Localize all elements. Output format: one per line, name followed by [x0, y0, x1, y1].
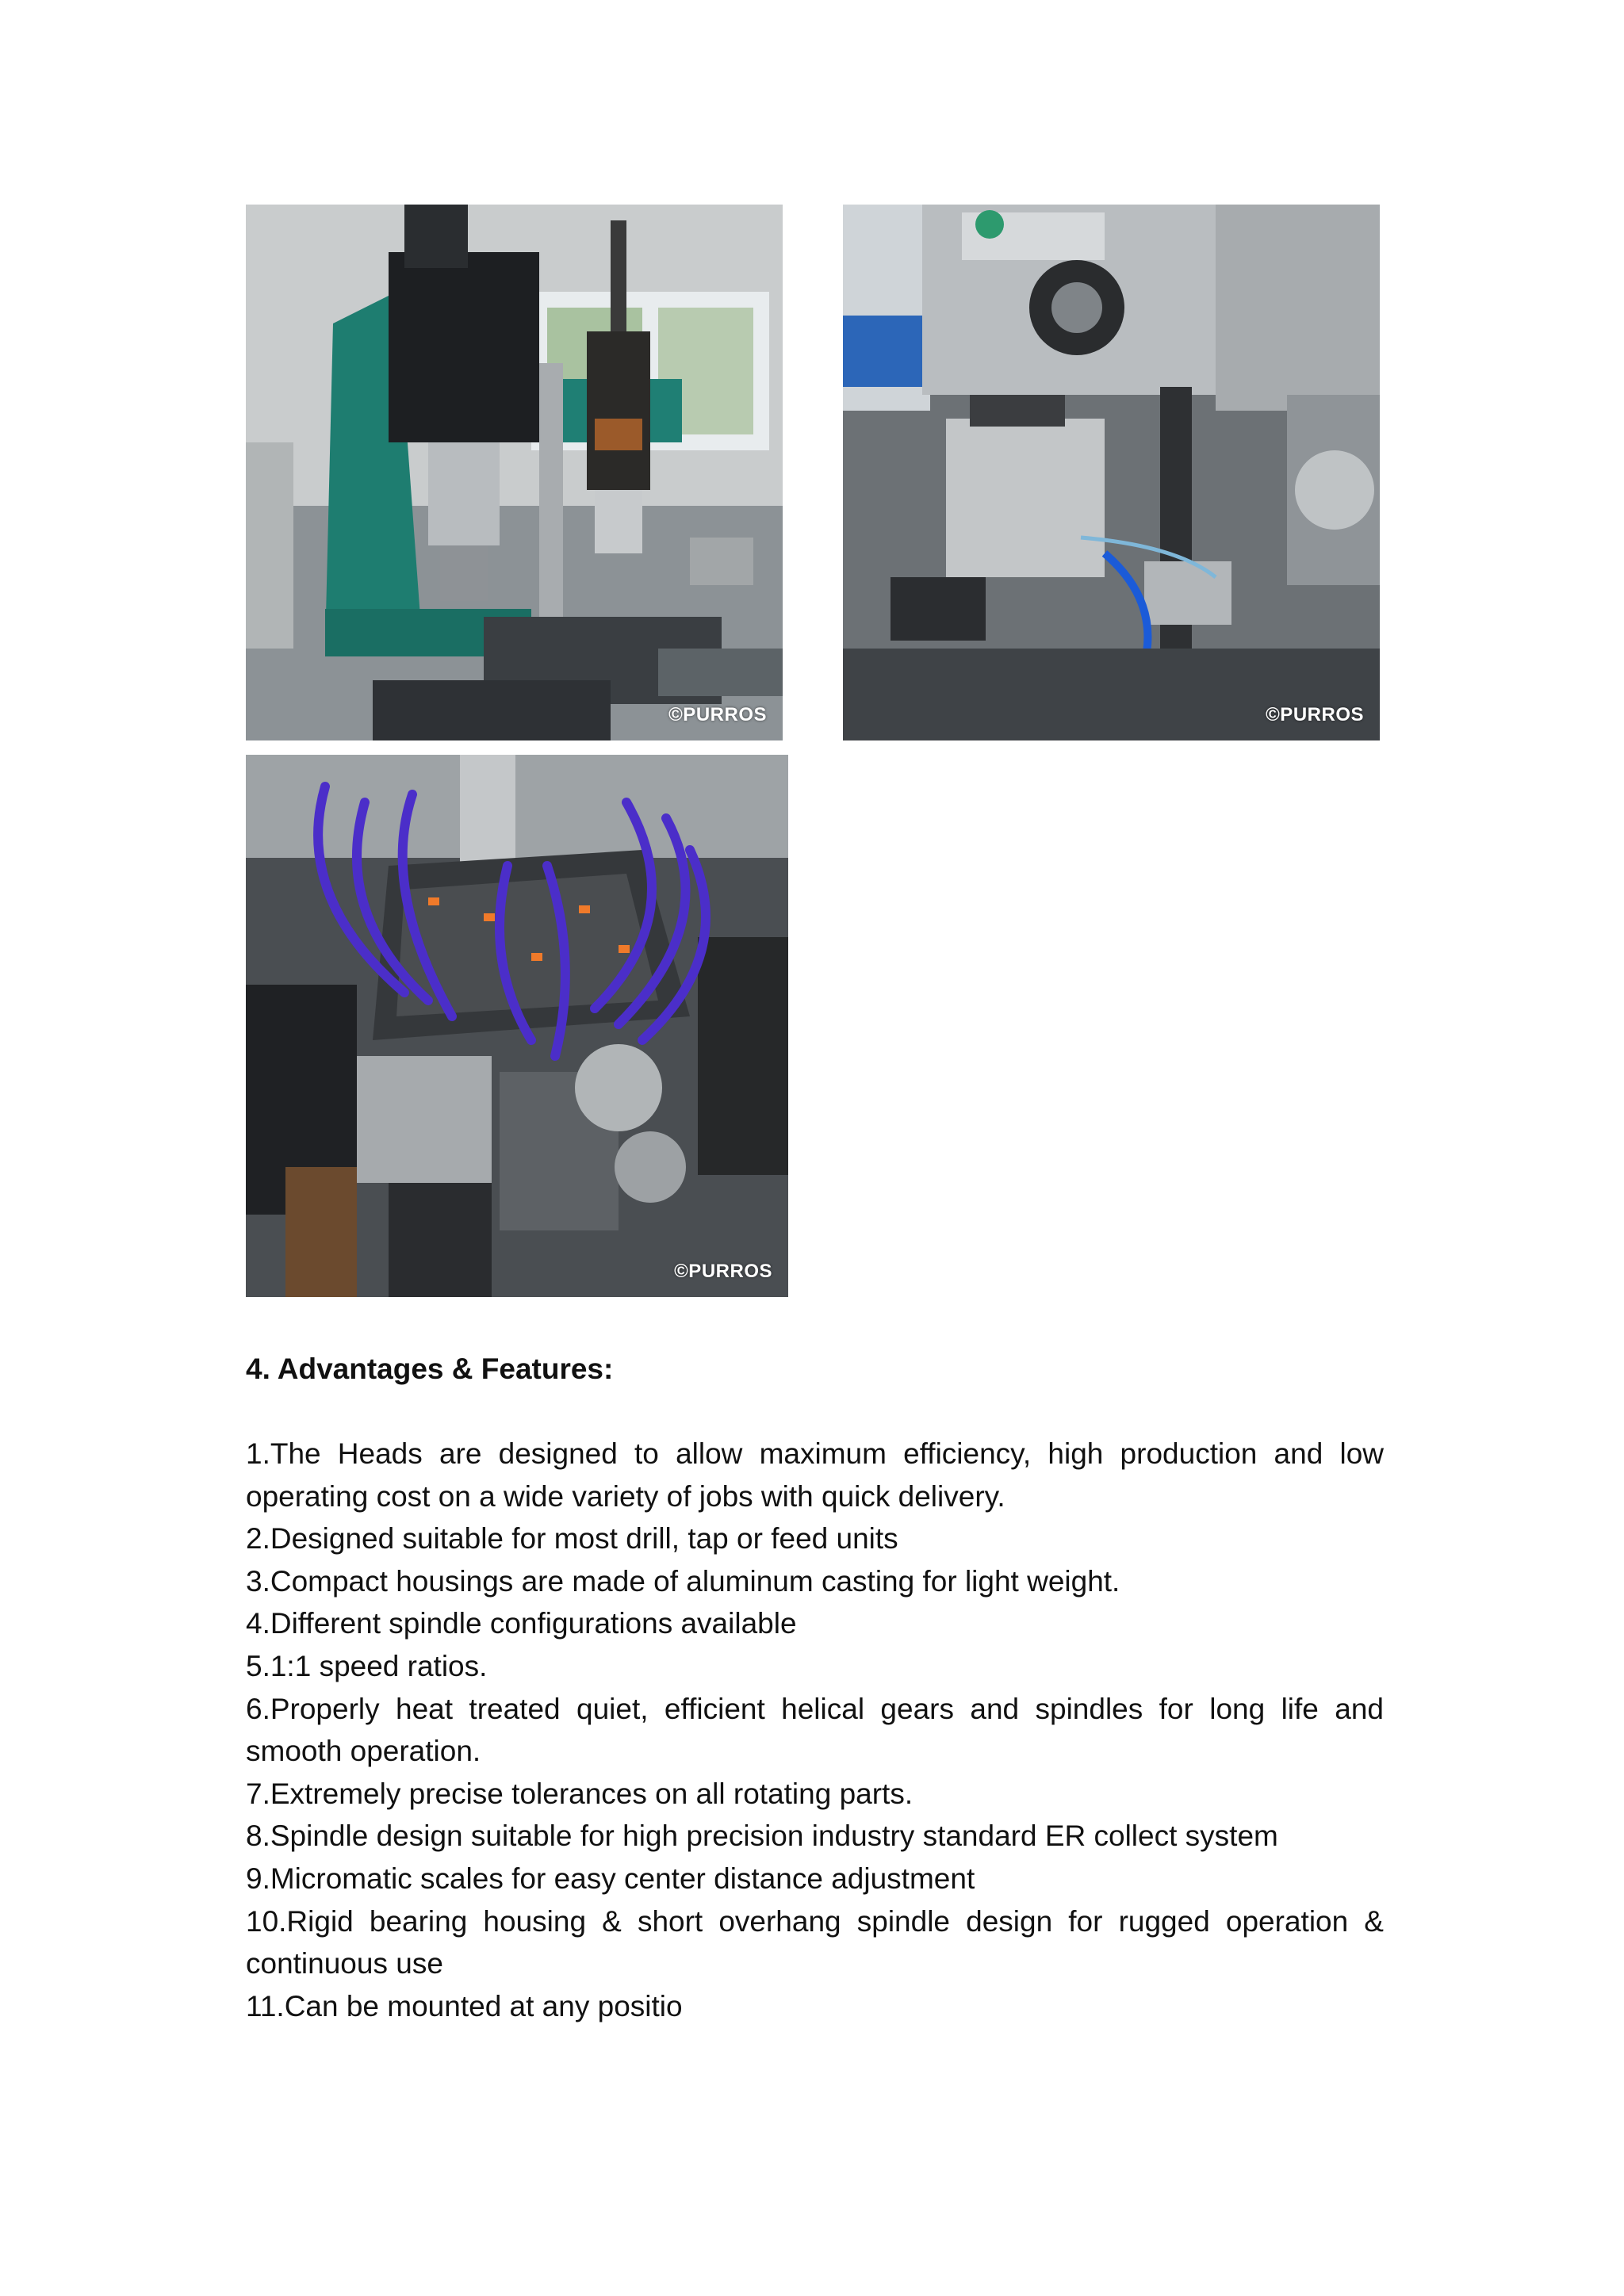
section-heading: 4. Advantages & Features: — [246, 1353, 614, 1385]
features-list — [246, 1433, 1384, 2027]
feature-item: 8.Spindle design suitable for high precision industry standard ER collect system — [246, 1820, 1278, 1853]
photo-drilling-machine-green — [246, 205, 783, 740]
feature-item: 3.Compact housings are made of aluminum casting for light weight. — [246, 1564, 1120, 1598]
feature-item: 10.Rigid bearing housing & short overhang spindle design for rugged operation & continuous use — [246, 1904, 1384, 1980]
feature-item: 2.Designed suitable for most drill, tap or feed units — [246, 1522, 898, 1556]
feature-item: 6.Properly heat treated quiet, efficient helical gears and spindles for long life and smooth operation. — [246, 1692, 1384, 1768]
watermark: ©PURROS — [674, 1261, 772, 1282]
feature-item: 9.Micromatic scales for easy center distance adjustment — [246, 1862, 975, 1895]
photo-drilling-machine-green-illustration — [246, 205, 783, 740]
watermark: ©PURROS — [1266, 704, 1364, 725]
watermark: ©PURROS — [668, 704, 767, 725]
photo-machine-coolant-hoses-illustration — [246, 755, 788, 1297]
feature-item: 7.Extremely precise tolerances on all rotating parts. — [246, 1777, 914, 1810]
feature-item: 4.Different spindle configurations available — [246, 1607, 797, 1640]
photo-machine-coolant-hoses — [246, 755, 788, 1297]
photo-multi-spindle-head-silver-illustration — [843, 205, 1380, 740]
feature-item: 1.The Heads are designed to allow maximum efficiency, high production and low operating cost on a wide variety of jobs with quick delivery. — [246, 1437, 1384, 1513]
feature-item: 5.1:1 speed ratios. — [246, 1649, 488, 1682]
photo-multi-spindle-head-silver — [843, 205, 1380, 740]
feature-item: 11.Can be mounted at any positio — [246, 1989, 683, 2022]
